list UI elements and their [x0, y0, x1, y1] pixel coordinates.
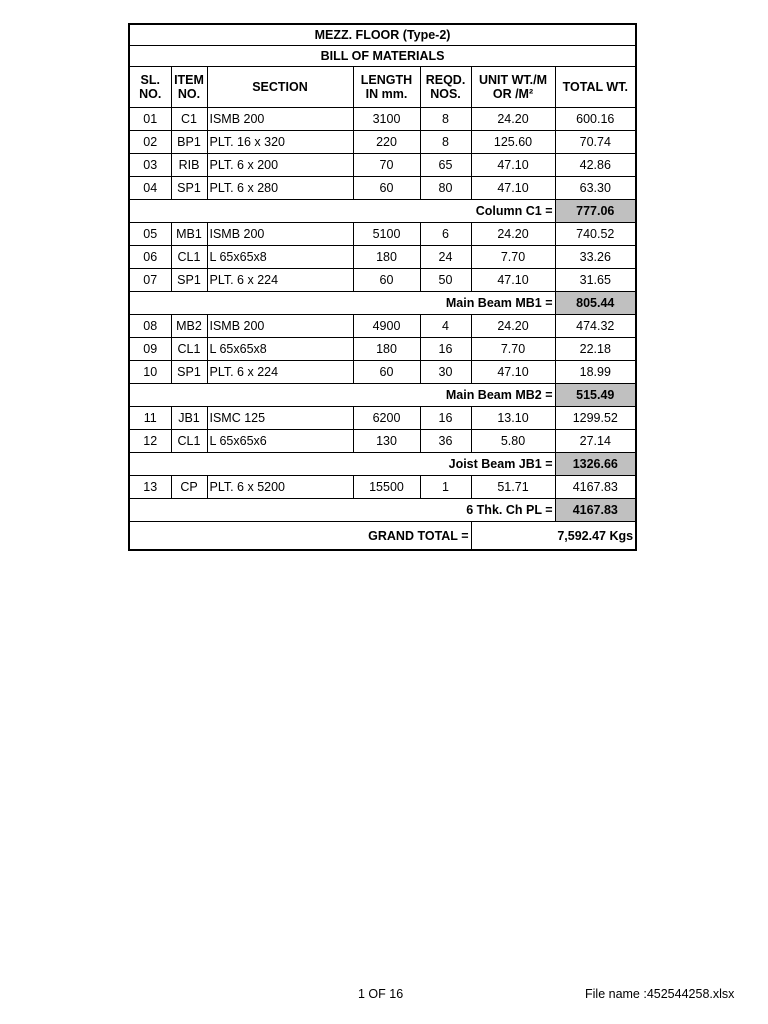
- cell-section: PLT. 6 x 5200: [207, 476, 353, 499]
- cell-unit-wt: 7.70: [471, 338, 555, 361]
- table-row: [129, 246, 636, 269]
- cell-section: ISMB 200: [207, 108, 353, 131]
- cell-sl-no: 02: [129, 131, 171, 154]
- cell-length: 180: [353, 338, 420, 361]
- table-row: [129, 338, 636, 361]
- subtotal-value: 777.06: [555, 200, 636, 223]
- cell-length: 5100: [353, 223, 420, 246]
- file-name: File name :452544258.xlsx: [585, 987, 735, 1001]
- cell-length: 4900: [353, 315, 420, 338]
- bill-of-materials-table: [128, 23, 637, 551]
- subtotal-label: Column C1 =: [129, 200, 555, 223]
- cell-sl-no: 13: [129, 476, 171, 499]
- table-row: [129, 361, 636, 384]
- header-unit-wt: UNIT WT./M OR /M²: [471, 67, 555, 108]
- subtotal-row: [129, 384, 636, 407]
- table-row: [129, 269, 636, 292]
- cell-section: PLT. 6 x 224: [207, 269, 353, 292]
- cell-item-no: JB1: [171, 407, 207, 430]
- cell-sl-no: 06: [129, 246, 171, 269]
- cell-item-no: CP: [171, 476, 207, 499]
- cell-sl-no: 11: [129, 407, 171, 430]
- cell-reqd-nos: 1: [420, 476, 471, 499]
- cell-reqd-nos: 50: [420, 269, 471, 292]
- cell-total-wt: 4167.83: [555, 476, 636, 499]
- cell-section: ISMC 125: [207, 407, 353, 430]
- cell-total-wt: 18.99: [555, 361, 636, 384]
- sheet-title: MEZZ. FLOOR (Type-2): [129, 24, 636, 46]
- cell-item-no: CL1: [171, 338, 207, 361]
- cell-item-no: SP1: [171, 361, 207, 384]
- subtotal-row: [129, 292, 636, 315]
- cell-reqd-nos: 8: [420, 131, 471, 154]
- cell-sl-no: 08: [129, 315, 171, 338]
- header-reqd-nos: REQD. NOS.: [420, 67, 471, 108]
- cell-total-wt: 70.74: [555, 131, 636, 154]
- cell-sl-no: 07: [129, 269, 171, 292]
- cell-total-wt: 31.65: [555, 269, 636, 292]
- table-row: [129, 131, 636, 154]
- cell-item-no: BP1: [171, 131, 207, 154]
- cell-sl-no: 05: [129, 223, 171, 246]
- header-sl-no: SL. NO.: [129, 67, 171, 108]
- cell-length: 60: [353, 177, 420, 200]
- cell-unit-wt: 13.10: [471, 407, 555, 430]
- cell-reqd-nos: 36: [420, 430, 471, 453]
- cell-unit-wt: 47.10: [471, 361, 555, 384]
- cell-reqd-nos: 30: [420, 361, 471, 384]
- cell-section: ISMB 200: [207, 223, 353, 246]
- cell-unit-wt: 7.70: [471, 246, 555, 269]
- page-number: 1 OF 16: [358, 987, 404, 1001]
- cell-length: 60: [353, 361, 420, 384]
- cell-sl-no: 01: [129, 108, 171, 131]
- cell-length: 130: [353, 430, 420, 453]
- subtotal-value: 1326.66: [555, 453, 636, 476]
- cell-item-no: C1: [171, 108, 207, 131]
- subtotal-value: 515.49: [555, 384, 636, 407]
- cell-reqd-nos: 6: [420, 223, 471, 246]
- subtotal-value: 805.44: [555, 292, 636, 315]
- cell-reqd-nos: 65: [420, 154, 471, 177]
- grand-total-value: 7,592.47 Kgs: [471, 522, 636, 551]
- cell-length: 60: [353, 269, 420, 292]
- cell-item-no: CL1: [171, 246, 207, 269]
- header-length: LENGTH IN mm.: [353, 67, 420, 108]
- cell-unit-wt: 5.80: [471, 430, 555, 453]
- cell-item-no: SP1: [171, 269, 207, 292]
- cell-total-wt: 27.14: [555, 430, 636, 453]
- sheet-subtitle: BILL OF MATERIALS: [129, 46, 636, 67]
- cell-length: 220: [353, 131, 420, 154]
- table-row: [129, 177, 636, 200]
- cell-unit-wt: 47.10: [471, 154, 555, 177]
- table-row: [129, 315, 636, 338]
- cell-item-no: SP1: [171, 177, 207, 200]
- header-item-no: ITEM NO.: [171, 67, 207, 108]
- header-section: SECTION: [207, 67, 353, 108]
- subtotal-row: [129, 200, 636, 223]
- cell-section: PLT. 6 x 280: [207, 177, 353, 200]
- cell-total-wt: 600.16: [555, 108, 636, 131]
- cell-item-no: RIB: [171, 154, 207, 177]
- table-row: [129, 154, 636, 177]
- cell-sl-no: 12: [129, 430, 171, 453]
- cell-sl-no: 04: [129, 177, 171, 200]
- cell-length: 6200: [353, 407, 420, 430]
- cell-item-no: MB1: [171, 223, 207, 246]
- cell-total-wt: 63.30: [555, 177, 636, 200]
- cell-section: PLT. 16 x 320: [207, 131, 353, 154]
- cell-section: L 65x65x8: [207, 338, 353, 361]
- cell-length: 15500: [353, 476, 420, 499]
- cell-sl-no: 10: [129, 361, 171, 384]
- cell-reqd-nos: 8: [420, 108, 471, 131]
- cell-length: 70: [353, 154, 420, 177]
- cell-unit-wt: 51.71: [471, 476, 555, 499]
- cell-total-wt: 22.18: [555, 338, 636, 361]
- cell-sl-no: 09: [129, 338, 171, 361]
- cell-sl-no: 03: [129, 154, 171, 177]
- cell-total-wt: 740.52: [555, 223, 636, 246]
- table-row: [129, 407, 636, 430]
- table-row: [129, 223, 636, 246]
- cell-section: L 65x65x6: [207, 430, 353, 453]
- subtotal-label: Main Beam MB1 =: [129, 292, 555, 315]
- cell-total-wt: 1299.52: [555, 407, 636, 430]
- cell-reqd-nos: 80: [420, 177, 471, 200]
- subtotal-label: Joist Beam JB1 =: [129, 453, 555, 476]
- cell-section: ISMB 200: [207, 315, 353, 338]
- cell-total-wt: 33.26: [555, 246, 636, 269]
- subtotal-label: 6 Thk. Ch PL =: [129, 499, 555, 522]
- cell-unit-wt: 24.20: [471, 315, 555, 338]
- cell-section: PLT. 6 x 224: [207, 361, 353, 384]
- subtotal-row: [129, 499, 636, 522]
- cell-item-no: CL1: [171, 430, 207, 453]
- subtotal-label: Main Beam MB2 =: [129, 384, 555, 407]
- cell-length: 3100: [353, 108, 420, 131]
- cell-unit-wt: 24.20: [471, 223, 555, 246]
- table-row: [129, 430, 636, 453]
- cell-reqd-nos: 16: [420, 407, 471, 430]
- cell-unit-wt: 47.10: [471, 269, 555, 292]
- cell-unit-wt: 24.20: [471, 108, 555, 131]
- cell-unit-wt: 125.60: [471, 131, 555, 154]
- cell-unit-wt: 47.10: [471, 177, 555, 200]
- cell-item-no: MB2: [171, 315, 207, 338]
- cell-section: PLT. 6 x 200: [207, 154, 353, 177]
- header-total-wt: TOTAL WT.: [555, 67, 636, 108]
- subtotal-value: 4167.83: [555, 499, 636, 522]
- subtotal-row: [129, 453, 636, 476]
- cell-section: L 65x65x8: [207, 246, 353, 269]
- cell-length: 180: [353, 246, 420, 269]
- cell-total-wt: 42.86: [555, 154, 636, 177]
- cell-reqd-nos: 16: [420, 338, 471, 361]
- grand-total-row: [129, 522, 636, 551]
- table-row: [129, 108, 636, 131]
- table-row: [129, 476, 636, 499]
- cell-total-wt: 474.32: [555, 315, 636, 338]
- cell-reqd-nos: 4: [420, 315, 471, 338]
- grand-total-label: GRAND TOTAL =: [129, 522, 471, 551]
- cell-reqd-nos: 24: [420, 246, 471, 269]
